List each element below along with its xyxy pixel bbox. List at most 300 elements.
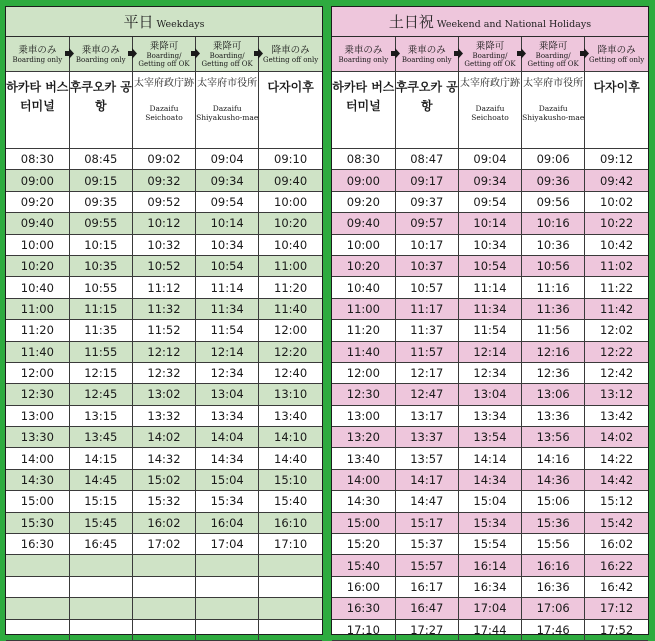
departure-time-cell: 12:00: [332, 362, 395, 383]
departure-time-cell: 12:14: [196, 341, 259, 362]
departure-time-cell: 10:35: [69, 255, 132, 276]
departure-time-cell: 12:30: [6, 384, 69, 405]
timetable-row: [6, 213, 322, 234]
departure-time-cell: 10:16: [522, 213, 585, 234]
timetable-row: [332, 427, 648, 448]
departure-time-cell: 09:40: [6, 213, 69, 234]
departure-time-cell: 16:14: [458, 555, 521, 576]
departure-time-cell: 11:40: [332, 341, 395, 362]
departure-time-cell: 10:02: [585, 191, 648, 212]
timetable-row: [6, 576, 322, 597]
departure-time-cell: 13:45: [69, 427, 132, 448]
departure-time-cell: 11:12: [132, 277, 195, 298]
stop-name-ko: 다자이후: [267, 80, 314, 94]
timetable-row: [6, 491, 322, 512]
stop-name-jp: 太宰府政庁跡: [459, 78, 520, 89]
weekday-title: [6, 7, 322, 37]
stop-name-cell: [196, 72, 259, 149]
timetable-row: [6, 598, 322, 619]
timetable-row: [6, 277, 322, 298]
departure-time-cell: 09:10: [259, 149, 322, 170]
departure-time-cell: 12:45: [69, 384, 132, 405]
departure-time-cell: 12:16: [522, 341, 585, 362]
departure-time-cell: [69, 555, 132, 576]
departure-time-cell: 14:34: [196, 448, 259, 469]
departure-time-cell: 15:06: [522, 491, 585, 512]
departure-time-cell: 11:55: [69, 341, 132, 362]
departure-time-cell: 15:32: [132, 491, 195, 512]
departure-time-cell: 17:46: [522, 619, 585, 640]
departure-time-cell: [196, 576, 259, 597]
stop-type-jp: 乗車のみ: [81, 44, 120, 56]
weekday-title-en: Weekdays: [156, 19, 205, 30]
departure-time-cell: 11:40: [259, 298, 322, 319]
timetable-row: [6, 448, 322, 469]
holiday-table: [332, 37, 648, 641]
timetable-row: [6, 619, 322, 640]
departure-time-cell: 15:04: [458, 491, 521, 512]
departure-time-cell: 12:32: [132, 362, 195, 383]
timetable-row: [6, 191, 322, 212]
departure-time-cell: 11:14: [458, 277, 521, 298]
departure-time-cell: 10:14: [458, 213, 521, 234]
departure-time-cell: 14:47: [395, 491, 458, 512]
departure-time-cell: [6, 619, 69, 640]
departure-time-cell: 17:27: [395, 619, 458, 640]
stop-type-en: Boarding/ Getting off OK: [201, 51, 253, 68]
departure-time-cell: 11:00: [6, 298, 69, 319]
departure-time-cell: 11:54: [196, 320, 259, 341]
departure-time-cell: 14:30: [6, 469, 69, 490]
timetable-row: [332, 320, 648, 341]
timetable-row: [6, 170, 322, 191]
departure-time-cell: 10:34: [458, 234, 521, 255]
departure-time-cell: 16:36: [522, 576, 585, 597]
weekday-timetable: [5, 6, 323, 635]
stop-name-ko: 후쿠오카 공항: [69, 80, 132, 113]
departure-time-cell: 11:16: [522, 277, 585, 298]
departure-time-cell: 10:52: [132, 255, 195, 276]
stop-type-cell: [196, 37, 259, 72]
timetable-row: [332, 576, 648, 597]
departure-time-cell: 16:16: [522, 555, 585, 576]
departure-time-cell: [196, 555, 259, 576]
timetable-row: [332, 405, 648, 426]
stop-name-cell: [69, 72, 132, 149]
timetable-row: [6, 405, 322, 426]
departure-time-cell: 10:57: [395, 277, 458, 298]
timetable-row: [6, 512, 322, 533]
departure-time-cell: [6, 598, 69, 619]
departure-time-cell: 14:22: [585, 448, 648, 469]
departure-time-cell: 12:34: [458, 362, 521, 383]
stop-name-cell: [585, 72, 648, 149]
departure-time-cell: 13:32: [132, 405, 195, 426]
stop-type-jp: 乗車のみ: [18, 44, 57, 56]
departure-time-cell: 10:54: [196, 255, 259, 276]
departure-time-cell: 13:42: [585, 405, 648, 426]
stop-name-row: [332, 72, 648, 149]
departure-time-cell: 17:10: [332, 619, 395, 640]
stop-type-en: Boarding only: [401, 55, 452, 64]
departure-time-cell: 11:22: [585, 277, 648, 298]
timetable-row: [332, 491, 648, 512]
departure-time-cell: 14:00: [6, 448, 69, 469]
stop-type-cell: [585, 37, 648, 72]
departure-time-cell: 09:20: [6, 191, 69, 212]
stop-type-en: Boarding only: [12, 55, 63, 64]
arrow-right-icon: [191, 48, 200, 59]
departure-time-cell: 10:14: [196, 213, 259, 234]
departure-time-cell: 10:34: [196, 234, 259, 255]
departure-time-cell: 14:02: [585, 427, 648, 448]
departure-time-cell: 09:35: [69, 191, 132, 212]
departure-time-cell: [259, 555, 322, 576]
departure-time-cell: 14:02: [132, 427, 195, 448]
departure-time-cell: 11:36: [522, 298, 585, 319]
departure-time-cell: 11:56: [522, 320, 585, 341]
departure-time-cell: 12:30: [332, 384, 395, 405]
stop-type-cell: [132, 37, 195, 72]
departure-time-cell: 11:57: [395, 341, 458, 362]
departure-time-cell: 09:06: [522, 149, 585, 170]
departure-time-cell: 13:40: [259, 405, 322, 426]
departure-time-cell: 15:00: [6, 491, 69, 512]
departure-time-cell: 13:36: [522, 405, 585, 426]
departure-time-cell: 09:57: [395, 213, 458, 234]
stop-name-jp: 太宰府市役所: [197, 78, 258, 89]
departure-time-cell: [259, 598, 322, 619]
departure-time-cell: 09:34: [458, 170, 521, 191]
departure-time-cell: [259, 576, 322, 597]
departure-time-cell: 17:52: [585, 619, 648, 640]
departure-time-cell: 15:12: [585, 491, 648, 512]
departure-time-cell: 12:40: [259, 362, 322, 383]
departure-time-cell: 13:54: [458, 427, 521, 448]
departure-time-cell: 08:45: [69, 149, 132, 170]
departure-time-cell: 10:17: [395, 234, 458, 255]
departure-time-cell: 13:57: [395, 448, 458, 469]
timetable-row: [6, 534, 322, 555]
departure-time-cell: 10:54: [458, 255, 521, 276]
stop-name-cell: [259, 72, 322, 149]
departure-time-cell: 10:36: [522, 234, 585, 255]
departure-time-cell: 14:00: [332, 469, 395, 490]
departure-time-cell: 09:36: [522, 170, 585, 191]
departure-time-cell: 09:04: [458, 149, 521, 170]
departure-time-cell: 16:00: [332, 576, 395, 597]
departure-time-cell: [132, 598, 195, 619]
stop-name-row: [6, 72, 322, 149]
timetable-row: [332, 298, 648, 319]
stop-type-en: Boarding only: [338, 55, 389, 64]
departure-time-cell: 13:02: [132, 384, 195, 405]
departure-time-cell: 17:10: [259, 534, 322, 555]
departure-time-cell: 15:17: [395, 512, 458, 533]
departure-time-cell: 16:30: [332, 598, 395, 619]
departure-time-cell: 11:34: [458, 298, 521, 319]
departure-time-cell: 17:06: [522, 598, 585, 619]
departure-time-cell: 16:02: [132, 512, 195, 533]
stop-name-ko: 다자이후: [593, 80, 640, 94]
departure-time-cell: 17:04: [458, 598, 521, 619]
departure-time-cell: 09:34: [196, 170, 259, 191]
departure-time-cell: 09:54: [458, 191, 521, 212]
timetable-row: [332, 170, 648, 191]
departure-time-cell: 11:17: [395, 298, 458, 319]
departure-time-cell: 13:37: [395, 427, 458, 448]
timetable-row: [332, 469, 648, 490]
departure-time-cell: 09:55: [69, 213, 132, 234]
departure-time-cell: 11:32: [132, 298, 195, 319]
departure-time-cell: 16:42: [585, 576, 648, 597]
departure-time-cell: 10:40: [332, 277, 395, 298]
departure-time-cell: 16:10: [259, 512, 322, 533]
timetable-row: [6, 298, 322, 319]
departure-time-cell: 15:04: [196, 469, 259, 490]
timetable-row: [332, 534, 648, 555]
departure-time-cell: 13:34: [196, 405, 259, 426]
departure-time-cell: 15:40: [259, 491, 322, 512]
departure-time-cell: 12:34: [196, 362, 259, 383]
stop-type-row: [6, 37, 322, 72]
stop-type-en: Boarding/ Getting off OK: [464, 51, 516, 68]
timetable-row: [332, 512, 648, 533]
stop-type-cell: [395, 37, 458, 72]
weekday-table: [6, 37, 322, 641]
timetable-row: [332, 255, 648, 276]
departure-time-cell: 17:02: [132, 534, 195, 555]
stop-type-jp: 降車のみ: [597, 44, 636, 56]
timetable-row: [6, 255, 322, 276]
arrow-right-icon: [517, 48, 526, 59]
arrow-right-icon: [580, 48, 589, 59]
holiday-timetable: [331, 6, 649, 635]
departure-time-cell: 15:20: [332, 534, 395, 555]
departure-time-cell: 10:20: [259, 213, 322, 234]
stop-name-cell: [6, 72, 69, 149]
stop-type-cell: [332, 37, 395, 72]
departure-time-cell: [6, 555, 69, 576]
departure-time-cell: 11:00: [259, 255, 322, 276]
departure-time-cell: 10:55: [69, 277, 132, 298]
stop-name-en: Dazaifu Seichoato: [145, 104, 183, 122]
stop-name-jp: 太宰府市役所: [523, 78, 584, 89]
timetable-row: [6, 149, 322, 170]
departure-time-cell: 15:42: [585, 512, 648, 533]
departure-time-cell: 15:10: [259, 469, 322, 490]
departure-time-cell: [69, 598, 132, 619]
departure-time-cell: 16:02: [585, 534, 648, 555]
timetable-row: [6, 234, 322, 255]
departure-time-cell: 10:22: [585, 213, 648, 234]
departure-time-cell: 14:40: [259, 448, 322, 469]
departure-time-cell: 13:04: [196, 384, 259, 405]
departure-time-cell: 09:54: [196, 191, 259, 212]
timetable-row: [6, 427, 322, 448]
departure-time-cell: 12:22: [585, 341, 648, 362]
timetable-row: [332, 384, 648, 405]
departure-time-cell: 10:20: [332, 255, 395, 276]
arrow-right-icon: [454, 48, 463, 59]
departure-time-cell: 16:04: [196, 512, 259, 533]
departure-time-cell: 14:04: [196, 427, 259, 448]
departure-time-cell: 11:02: [585, 255, 648, 276]
departure-time-cell: 17:04: [196, 534, 259, 555]
departure-time-cell: 12:20: [259, 341, 322, 362]
timetable-row: [332, 619, 648, 640]
stop-name-cell: [522, 72, 585, 149]
departure-time-cell: 11:54: [458, 320, 521, 341]
timetable-row: [332, 598, 648, 619]
departure-time-cell: 13:15: [69, 405, 132, 426]
departure-time-cell: [69, 619, 132, 640]
timetable-row: [6, 555, 322, 576]
departure-time-cell: [132, 576, 195, 597]
stop-name-ko: 후쿠오카 공항: [395, 80, 458, 113]
departure-time-cell: 12:17: [395, 362, 458, 383]
departure-time-cell: 15:56: [522, 534, 585, 555]
stop-name-cell: [458, 72, 521, 149]
departure-time-cell: 13:56: [522, 427, 585, 448]
departure-time-cell: 16:30: [6, 534, 69, 555]
departure-time-cell: 12:36: [522, 362, 585, 383]
timetable-row: [6, 320, 322, 341]
holiday-title-en: Weekend and National Holidays: [436, 19, 592, 30]
departure-time-cell: 09:42: [585, 170, 648, 191]
stop-type-jp: 降車のみ: [271, 44, 310, 56]
timetable-row: [332, 191, 648, 212]
departure-time-cell: 08:47: [395, 149, 458, 170]
departure-time-cell: 15:02: [132, 469, 195, 490]
departure-time-cell: 13:04: [458, 384, 521, 405]
departure-time-cell: 14:42: [585, 469, 648, 490]
departure-time-cell: 11:20: [332, 320, 395, 341]
stop-name-ko: 하카타 버스터미널: [6, 80, 69, 113]
stop-name-cell: [132, 72, 195, 149]
departure-time-cell: 13:00: [6, 405, 69, 426]
timetable-row: [332, 149, 648, 170]
timetable-row: [332, 213, 648, 234]
departure-time-cell: 10:15: [69, 234, 132, 255]
departure-time-cell: 11:20: [6, 320, 69, 341]
departure-time-cell: 11:15: [69, 298, 132, 319]
timetable-row: [332, 362, 648, 383]
departure-time-cell: 14:14: [458, 448, 521, 469]
departure-time-cell: 15:40: [332, 555, 395, 576]
departure-time-cell: 10:00: [259, 191, 322, 212]
departure-time-cell: 14:10: [259, 427, 322, 448]
timetable-row: [332, 277, 648, 298]
departure-time-cell: 10:40: [6, 277, 69, 298]
departure-time-cell: 12:15: [69, 362, 132, 383]
departure-time-cell: 13:12: [585, 384, 648, 405]
departure-time-cell: 11:34: [196, 298, 259, 319]
departure-time-cell: 11:40: [6, 341, 69, 362]
departure-time-cell: 12:00: [259, 320, 322, 341]
departure-time-cell: 10:56: [522, 255, 585, 276]
departure-time-cell: 15:36: [522, 512, 585, 533]
departure-time-cell: 09:56: [522, 191, 585, 212]
departure-time-cell: 15:34: [196, 491, 259, 512]
stop-name-cell: [395, 72, 458, 149]
departure-time-cell: 15:37: [395, 534, 458, 555]
departure-time-cell: 09:52: [132, 191, 195, 212]
timetable-row: [332, 341, 648, 362]
stop-name-en: Dazaifu Shiyakusho-mae: [196, 104, 259, 122]
departure-time-cell: 16:17: [395, 576, 458, 597]
departure-time-cell: 13:06: [522, 384, 585, 405]
weekday-title-jp: 平日: [123, 13, 154, 31]
stop-type-cell: [458, 37, 521, 72]
stop-type-cell: [69, 37, 132, 72]
departure-time-cell: 14:34: [458, 469, 521, 490]
departure-time-cell: 11:42: [585, 298, 648, 319]
departure-time-cell: 09:00: [6, 170, 69, 191]
departure-time-cell: 17:44: [458, 619, 521, 640]
stop-type-cell: [522, 37, 585, 72]
departure-time-cell: 09:02: [132, 149, 195, 170]
departure-time-cell: 09:00: [332, 170, 395, 191]
departure-time-cell: 15:30: [6, 512, 69, 533]
departure-time-cell: 14:16: [522, 448, 585, 469]
departure-time-cell: 10:32: [132, 234, 195, 255]
stop-type-en: Boarding/ Getting off OK: [527, 51, 579, 68]
timetable-row: [332, 234, 648, 255]
departure-time-cell: 14:36: [522, 469, 585, 490]
arrow-right-icon: [391, 48, 400, 59]
departure-time-cell: 10:00: [332, 234, 395, 255]
departure-time-cell: 08:30: [6, 149, 69, 170]
stop-name-en: Dazaifu Seichoato: [471, 104, 509, 122]
departure-time-cell: 12:47: [395, 384, 458, 405]
departure-time-cell: 13:34: [458, 405, 521, 426]
departure-time-cell: 10:00: [6, 234, 69, 255]
departure-time-cell: 12:02: [585, 320, 648, 341]
stop-type-row: [332, 37, 648, 72]
departure-time-cell: 12:00: [6, 362, 69, 383]
departure-time-cell: 14:32: [132, 448, 195, 469]
timetable-row: [332, 555, 648, 576]
departure-time-cell: 14:45: [69, 469, 132, 490]
timetable-row: [6, 469, 322, 490]
departure-time-cell: 15:00: [332, 512, 395, 533]
timetable-row: [6, 384, 322, 405]
departure-time-cell: 16:45: [69, 534, 132, 555]
stop-name-jp: 太宰府政庁跡: [133, 78, 194, 89]
departure-time-cell: 09:15: [69, 170, 132, 191]
departure-time-cell: 14:17: [395, 469, 458, 490]
departure-time-cell: 13:10: [259, 384, 322, 405]
departure-time-cell: 10:40: [259, 234, 322, 255]
timetable-row: [332, 448, 648, 469]
timetable-row: [6, 362, 322, 383]
departure-time-cell: 13:40: [332, 448, 395, 469]
departure-time-cell: [196, 598, 259, 619]
departure-time-cell: [196, 619, 259, 640]
departure-time-cell: 13:20: [332, 427, 395, 448]
departure-time-cell: 16:34: [458, 576, 521, 597]
stop-type-en: Getting off only: [589, 55, 645, 64]
departure-time-cell: 10:42: [585, 234, 648, 255]
departure-time-cell: 11:14: [196, 277, 259, 298]
stop-name-ko: 하카타 버스터미널: [332, 80, 395, 113]
departure-time-cell: 11:20: [259, 277, 322, 298]
departure-time-cell: 09:04: [196, 149, 259, 170]
departure-time-cell: 17:12: [585, 598, 648, 619]
departure-time-cell: 10:37: [395, 255, 458, 276]
departure-time-cell: 13:00: [332, 405, 395, 426]
